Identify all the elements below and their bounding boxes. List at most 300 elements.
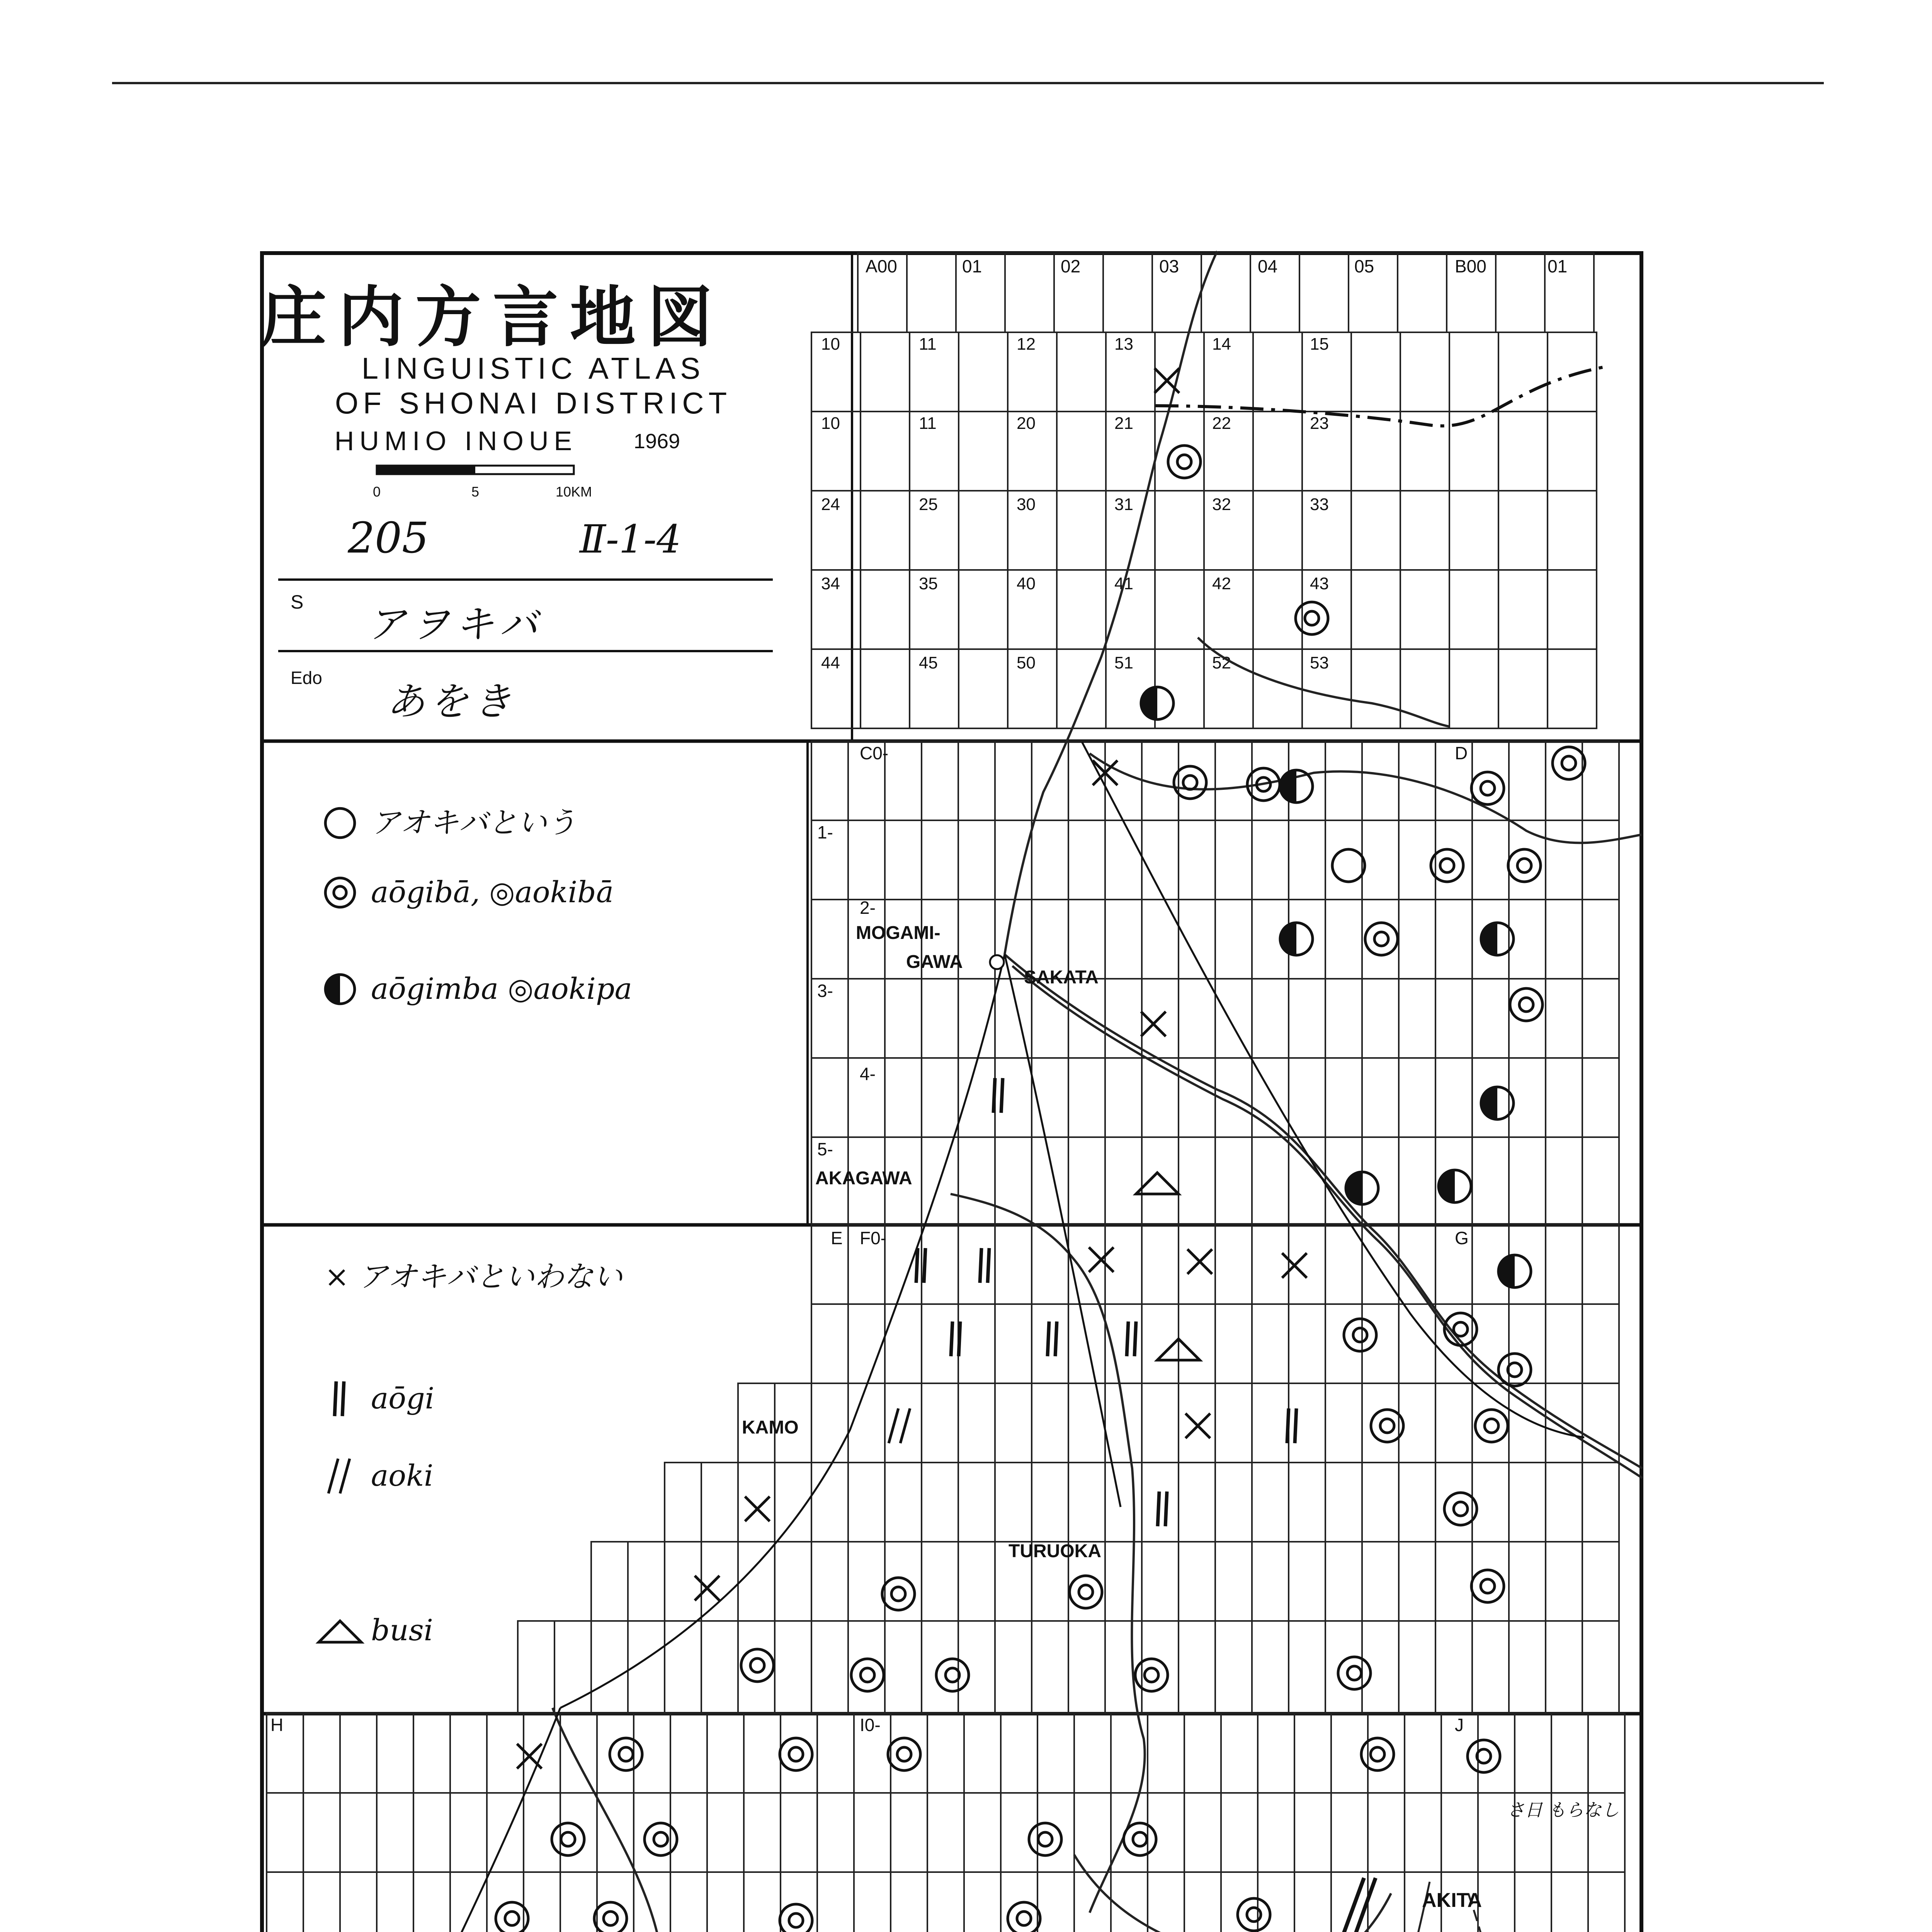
grid-cell (1435, 979, 1472, 1058)
grid-block-label: E (831, 1228, 843, 1248)
grid-cell (1399, 1542, 1435, 1621)
grid-row-label: 40 (1017, 574, 1036, 593)
grid-row-label: 35 (919, 574, 938, 593)
grid-cell (1215, 900, 1252, 979)
grid-row-label: 42 (1212, 574, 1231, 593)
s-label: S (291, 591, 304, 613)
grid-row-label: 25 (919, 495, 938, 514)
grid-cell (959, 491, 1008, 570)
cross-symbol (1185, 1413, 1210, 1438)
edo-value: あをき (386, 679, 516, 724)
grid-cell (775, 1542, 811, 1621)
sakata-marker (990, 955, 1004, 969)
double-bar-symbol (993, 1078, 1003, 1113)
double-circle-inner (891, 1587, 905, 1601)
grid-cell (811, 1542, 848, 1621)
grid-cell (591, 1621, 628, 1714)
grid-cell (1057, 491, 1106, 570)
grid-cell (377, 1714, 413, 1793)
grid-col-label: A00 (866, 256, 897, 276)
grid-cell (995, 1621, 1032, 1714)
legend-label: busi (371, 1613, 433, 1647)
grid-cell (1362, 820, 1399, 900)
inset-map (1186, 1878, 1641, 1932)
grid-row-label: 21 (1114, 414, 1133, 433)
double-circle-symbol (1508, 849, 1541, 882)
grid-cell (995, 741, 1032, 820)
grid-cell (303, 1793, 340, 1872)
s-value: アヲキバ (367, 602, 543, 647)
place-akagawa: AKAGAWA (815, 1168, 912, 1189)
grid-cell (1582, 979, 1619, 1058)
grid-cell (927, 1872, 964, 1932)
grid-cell (1588, 1714, 1625, 1793)
grid-cell (861, 412, 910, 491)
grid-cell (811, 741, 848, 820)
place-turuoka: TURUOKA (1009, 1541, 1101, 1561)
grid-cell (738, 1463, 775, 1542)
double-circle-inner (619, 1747, 633, 1761)
grid-cell (1498, 570, 1548, 649)
grid-cell (1155, 570, 1204, 649)
double-circle-symbol (780, 1738, 812, 1770)
place-gawa: GAWA (906, 952, 963, 972)
grid-cell (1103, 253, 1152, 332)
grid-cell (487, 1793, 524, 1872)
grid-cell (958, 900, 995, 979)
grid-cell (1449, 491, 1498, 570)
grid-cell (1105, 820, 1142, 900)
grid-block-label: F0- (860, 1228, 886, 1248)
double-circle-symbol (882, 1578, 915, 1610)
circle-symbol (325, 808, 355, 838)
grid-row-label: 53 (1310, 653, 1329, 672)
grid-row-label: 24 (821, 495, 840, 514)
legend-label: aoki (371, 1458, 434, 1493)
grid-cell (628, 1542, 665, 1621)
grid-cell (1351, 412, 1400, 491)
grid-cell (1325, 1058, 1362, 1137)
grid-cell (817, 1714, 854, 1793)
double-circle-inner (1481, 781, 1495, 795)
double-slash-symbol (328, 1459, 350, 1493)
double-circle-symbol (1296, 602, 1328, 634)
grid-cell (1472, 820, 1509, 900)
double-bar-symbol (980, 1248, 989, 1283)
grid-row-label: 52 (1212, 653, 1231, 672)
double-circle-symbol (1475, 1410, 1508, 1442)
double-bar-symbol (1287, 1408, 1296, 1443)
grid-cell (1449, 570, 1498, 649)
grid-cell (885, 1304, 922, 1383)
grid-cell (885, 1621, 922, 1714)
grid-col-label: 04 (1258, 256, 1278, 276)
east-river-2 (1198, 638, 1449, 726)
grid-cell (1142, 1225, 1179, 1304)
grid-cell (1148, 1793, 1184, 1872)
grid-cell (1037, 1714, 1074, 1793)
double-circle-inner (1177, 455, 1191, 469)
grid-cell (848, 1542, 885, 1621)
double-circle-inner (750, 1658, 764, 1672)
grid-cell (701, 1621, 738, 1714)
grid-cell (1068, 1304, 1105, 1383)
grid-cell (848, 1304, 885, 1383)
grid-cell (1509, 1137, 1546, 1225)
grid-row-label: 14 (1212, 335, 1231, 354)
grid-cell (1546, 1225, 1582, 1304)
grid-cell (817, 1872, 854, 1932)
grid-cell (1252, 1463, 1289, 1542)
double-circle-inner (1485, 1419, 1498, 1433)
grid-cell (744, 1793, 781, 1872)
grid-cell (1179, 900, 1215, 979)
inset-border-2 (1202, 1878, 1376, 1932)
double-circle-symbol (645, 1823, 677, 1855)
grid-col-label: B00 (1455, 256, 1486, 276)
grid-cell (1215, 1463, 1252, 1542)
double-bar-symbol (335, 1381, 344, 1416)
grid-cell (885, 1463, 922, 1542)
grid-cell (1142, 820, 1179, 900)
grid-cell (1105, 741, 1142, 820)
grid-cell (554, 1621, 591, 1714)
grid-cell (1105, 1542, 1142, 1621)
grid-cell (450, 1793, 487, 1872)
double-circle-inner (1454, 1502, 1468, 1516)
grid-cell (1179, 1621, 1215, 1714)
grid-cell (1362, 900, 1399, 979)
half-circle-fill (1481, 1087, 1497, 1119)
grid-cell (1215, 1225, 1252, 1304)
grid-cell (1258, 1714, 1294, 1793)
grid-cell (854, 1872, 891, 1932)
grid-cell (1546, 1058, 1582, 1137)
grid-cell (1399, 1304, 1435, 1383)
grid-col-label: 01 (962, 256, 982, 276)
grid-cell (707, 1872, 744, 1932)
grid-cell (885, 1058, 922, 1137)
grid-cell (1582, 1463, 1619, 1542)
grid-row-label: 10 (821, 414, 840, 433)
road-2 (560, 954, 1005, 1708)
double-circle-inner (1508, 1363, 1522, 1377)
grid-cell (1582, 900, 1619, 979)
double-circle-symbol (552, 1823, 584, 1855)
author: HUMIO INOUE (334, 426, 578, 456)
grid-row-label: 30 (1017, 495, 1036, 514)
half-circle-fill (1346, 1172, 1362, 1204)
grid-cell (1509, 741, 1546, 820)
double-bar-symbol (1127, 1321, 1136, 1356)
half-circle-fill (1141, 687, 1157, 719)
grid-cell (1546, 1137, 1582, 1225)
grid-cell (854, 1793, 891, 1872)
grid-cell (1546, 979, 1582, 1058)
double-circle-symbol (1553, 747, 1585, 779)
grid-cell (811, 1463, 848, 1542)
grid-cell (1548, 649, 1597, 728)
grid-cell (1546, 1304, 1582, 1383)
grid-cell (891, 1793, 927, 1872)
grid-cell (1148, 1714, 1184, 1793)
grid-cell (1179, 1542, 1215, 1621)
double-circle-inner (1017, 1912, 1031, 1925)
grid-cell (1351, 570, 1400, 649)
grid-cell (1435, 1383, 1472, 1463)
place-kamo: KAMO (742, 1417, 799, 1438)
grid-cell (1184, 1872, 1221, 1932)
grid-cell (885, 1383, 922, 1463)
half-circle-fill (1498, 1255, 1515, 1287)
grid-cell (1252, 820, 1289, 900)
grid-cell (1582, 741, 1619, 820)
grid-cell (560, 1872, 597, 1932)
grid-row-label: 23 (1310, 414, 1329, 433)
grid-cell (1325, 1463, 1362, 1542)
grid-cell (1074, 1793, 1111, 1872)
double-circle-symbol (1344, 1319, 1376, 1351)
grid-cell (995, 1225, 1032, 1304)
grid-cell (1068, 1383, 1105, 1463)
grid-cell (1105, 900, 1142, 979)
grid-cell (1252, 1383, 1289, 1463)
double-circle-symbol (1510, 988, 1543, 1021)
double-circle-inner (1183, 776, 1197, 789)
grid-cell (1331, 1793, 1368, 1872)
grid-cell (964, 1793, 1001, 1872)
grid-cell (885, 820, 922, 900)
double-circle-inner (1380, 1419, 1394, 1433)
grid-cell (1179, 1383, 1215, 1463)
grid-cell (1179, 1137, 1215, 1225)
grid-cell (1289, 979, 1325, 1058)
grid-cell (1001, 1714, 1037, 1793)
double-circle-symbol (1029, 1823, 1061, 1855)
grid-cell (1294, 1714, 1331, 1793)
grid-cell (738, 1542, 775, 1621)
grid-cell (1478, 1714, 1515, 1793)
grid-cell (811, 1383, 848, 1463)
triangle-symbol (319, 1621, 361, 1642)
double-circle-inner (505, 1912, 519, 1925)
grid-cell (861, 491, 910, 570)
road-4 (270, 1708, 560, 1932)
grid-cell (861, 570, 910, 649)
grid-cell (1325, 979, 1362, 1058)
grid-cell (303, 1872, 340, 1932)
grid-cell (1551, 1872, 1588, 1932)
grid-cell (1325, 1304, 1362, 1383)
grid-cell (1252, 1304, 1289, 1383)
grid-cell (1582, 1304, 1619, 1383)
grid-col-label: 03 (1159, 256, 1179, 276)
double-circle-symbol (851, 1659, 884, 1691)
grid-row-label: 31 (1114, 495, 1133, 514)
grid-cell (1362, 1463, 1399, 1542)
grid-col-label: 05 (1354, 256, 1374, 276)
grid-cell (885, 979, 922, 1058)
double-circle-inner (789, 1747, 803, 1761)
grid-cell (922, 820, 958, 900)
grid-cell (1057, 412, 1106, 491)
double-bar-symbol (951, 1321, 960, 1356)
grid-cell (1400, 570, 1449, 649)
grid-cell (1215, 1542, 1252, 1621)
grid-cell (885, 741, 922, 820)
grid-block-label: 3- (817, 981, 833, 1001)
grid-cell (1252, 1225, 1289, 1304)
double-circle-inner (1305, 611, 1319, 625)
double-circle-symbol (888, 1738, 920, 1770)
grid-cell (1258, 1793, 1294, 1872)
grid-cell (1105, 1463, 1142, 1542)
grid-cell (1032, 1621, 1068, 1714)
grid-cell (1155, 491, 1204, 570)
grid-cell (1253, 412, 1302, 491)
double-circle-inner (897, 1747, 911, 1761)
title-jp: 庄内方言地図 (260, 281, 725, 354)
grid-cell (665, 1463, 701, 1542)
grid-cell (1362, 1137, 1399, 1225)
grid-cell (1325, 900, 1362, 979)
grid-cell (1509, 1463, 1546, 1542)
double-circle-inner (1477, 1749, 1491, 1763)
grid-cell (1215, 1621, 1252, 1714)
grid-cell (1548, 570, 1597, 649)
grid-cell (744, 1872, 781, 1932)
grid-cell (340, 1793, 377, 1872)
grid-cell (1362, 1542, 1399, 1621)
grid-cell (738, 1621, 775, 1714)
grid-cell (1037, 1872, 1074, 1932)
double-circle-symbol (1361, 1738, 1394, 1770)
grid-cell (1478, 1872, 1515, 1932)
scale-label-10: 10KM (555, 484, 592, 500)
grid-cell (1351, 491, 1400, 570)
grid-cell (1068, 820, 1105, 900)
grid-cell (377, 1872, 413, 1932)
grid-cell (591, 1542, 628, 1621)
double-circle-symbol (594, 1902, 627, 1932)
title-en-1: LINGUISTIC ATLAS (361, 351, 705, 385)
grid-row-label: 12 (1017, 335, 1036, 354)
map-number: 205 (348, 513, 429, 563)
grid-cell (1435, 1542, 1472, 1621)
grid-cell (303, 1714, 340, 1793)
grid-cell (1184, 1714, 1221, 1793)
grid-cell (1351, 649, 1400, 728)
grid-cell (1032, 1304, 1068, 1383)
circle-symbol (1332, 849, 1365, 882)
inset-pref-lines (1468, 1893, 1641, 1932)
grid-cell (1105, 1383, 1142, 1463)
grid-cell (1252, 979, 1289, 1058)
double-circle-symbol (936, 1659, 969, 1691)
grid-cell (1289, 1463, 1325, 1542)
half-circle-fill (1439, 1170, 1455, 1202)
grid-cell (1201, 253, 1250, 332)
grid-cell (1105, 1137, 1142, 1225)
grid-cell (1179, 979, 1215, 1058)
grid-row-label: 50 (1017, 653, 1036, 672)
grid-row-label: 11 (919, 414, 937, 433)
grid-cell (1179, 820, 1215, 900)
grid-cell (1405, 1793, 1441, 1872)
double-circle-symbol (1124, 1823, 1156, 1855)
grid-cell (1472, 979, 1509, 1058)
grid-cell (1068, 1463, 1105, 1542)
grid-cell (995, 1137, 1032, 1225)
grid-cell (1215, 820, 1252, 900)
scale-label-5: 5 (471, 484, 480, 500)
grid-cell (958, 820, 995, 900)
cross-symbol (745, 1497, 770, 1521)
grid-block-label: C0- (860, 743, 889, 763)
grid-cell (775, 1621, 811, 1714)
inset-coast (1256, 1882, 1430, 1932)
double-circle-inner (561, 1832, 575, 1846)
grid-cell (922, 1463, 958, 1542)
grid-cell (1498, 649, 1548, 728)
scale-label-0: 0 (372, 484, 381, 500)
grid-cell (1399, 1621, 1435, 1714)
grid-cell (1435, 1058, 1472, 1137)
grid-cell (1472, 1137, 1509, 1225)
double-circle-inner (1517, 859, 1531, 872)
grid-cell (413, 1872, 450, 1932)
grid-cell (1509, 1058, 1546, 1137)
grid-cell (1325, 1542, 1362, 1621)
grid-cell (1032, 820, 1068, 900)
grid-cell (1351, 332, 1400, 412)
double-circle-inner (861, 1668, 874, 1682)
grid-cell (1399, 900, 1435, 979)
road-3 (1005, 954, 1121, 1507)
grid-cell (781, 1793, 817, 1872)
half-circle-fill (1280, 923, 1296, 955)
grid-cell (817, 1793, 854, 1872)
grid-cell (1105, 1058, 1142, 1137)
grid-cell (927, 1714, 964, 1793)
grid-cell (707, 1793, 744, 1872)
grid-block-label: H (270, 1715, 284, 1735)
grid-cell (1252, 1137, 1289, 1225)
grid-cell (959, 570, 1008, 649)
map-grid (267, 253, 1625, 1932)
grid-cell (1582, 1058, 1619, 1137)
grid-cell (1546, 741, 1582, 820)
grid-cell (959, 412, 1008, 491)
legend-label: × アオキバといわない (325, 1259, 623, 1294)
grid-cell (701, 1463, 738, 1542)
grid-row-label: 51 (1114, 653, 1133, 672)
grid-cell (1032, 1383, 1068, 1463)
right-note: さ日 もらなし (1507, 1799, 1619, 1820)
grid-cell (1498, 332, 1548, 412)
grid-cell (1399, 979, 1435, 1058)
double-circle-inner (1454, 1322, 1468, 1336)
grid-cell (524, 1872, 560, 1932)
grid-cell (1548, 412, 1597, 491)
west-river (553, 1708, 736, 1932)
grid-cell (1548, 491, 1597, 570)
double-circle-symbol (1238, 1898, 1270, 1931)
grid-cell (1032, 1463, 1068, 1542)
title-en-2: OF SHONAI DISTRICT (335, 386, 732, 420)
grid-cell (1435, 900, 1472, 979)
grid-cell (958, 1621, 995, 1714)
